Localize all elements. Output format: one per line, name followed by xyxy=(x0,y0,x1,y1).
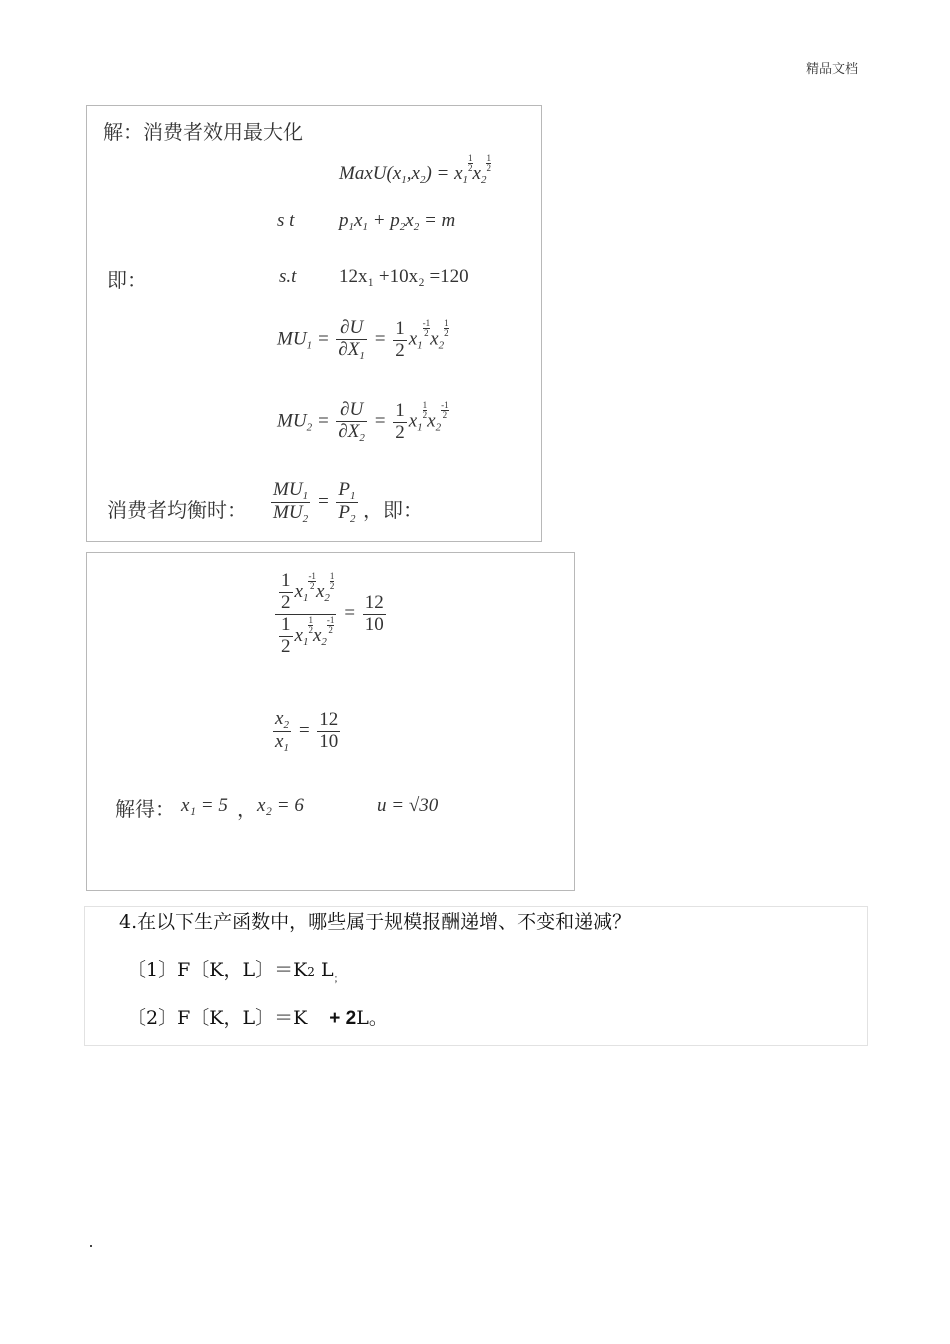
page-header-tag: 精品文档 xyxy=(806,62,859,77)
st-label: s t xyxy=(277,210,295,231)
item2-suffix: L。 xyxy=(356,1007,388,1029)
ratio-denominator: 10 xyxy=(364,613,384,635)
question-item-1 xyxy=(127,955,344,985)
item1-end: ； xyxy=(333,974,344,985)
page-dot xyxy=(90,1245,92,1247)
u-value: u = √30 xyxy=(377,795,439,816)
budget-general: $p_1x_1 + p_2x_2 = m$ xyxy=(339,210,456,233)
solution-box-2 xyxy=(86,552,575,891)
solution-title: 解：消费者效用最大化 xyxy=(103,120,303,144)
mu-ratio-equation: $\frac{1}{2}$ $x_1$ $\frac{-1}{2}$ $x_2$ $\frac{1}{2}$ $\frac{1}{2}$ $x_1$ $\frac{1}{2}$ $x_2$ $\frac{-1}{2}$ = $\frac{12}{10}$ xyxy=(273,571,388,658)
item2-plus: + 2 xyxy=(329,1008,357,1029)
question-box xyxy=(84,906,868,1046)
comma: ， xyxy=(237,797,257,821)
question-item-2 xyxy=(127,1003,388,1030)
ji-label-2: ，即： xyxy=(363,498,423,522)
equilibrium-label: 消费者均衡时： xyxy=(107,498,247,522)
mu1-equation: $MU_1$ = $\frac{\partial U}{\partial X_1}$ = $\frac{1}{2}$ $x_1$ $\frac{-1}{2}$ $x_2$ $\frac{1}{2}$ xyxy=(277,317,449,362)
item2-prefix: 〔2〕F〔K，L〕＝K xyxy=(127,1007,308,1029)
item1-sup: 2 xyxy=(307,965,315,979)
x-ratio-equation: $\frac{x_2}{x_1}$ = $\frac{12}{10}$ xyxy=(275,708,339,755)
question-title: 4.在以下生产函数中，哪些属于规模报酬递增、不变和递减？ xyxy=(119,911,632,933)
budget-constraint: 12x₁ +10x₂ =120 xyxy=(339,266,469,287)
solve-label: 解得： xyxy=(115,797,175,821)
utility-function: $MaxU(x_1,x_2) = x_1$ $\frac{1}{2}$ $x_2$ $\frac{1}{2}$ xyxy=(339,153,491,186)
mu2-equation: $MU_2$ = $\frac{\partial U}{\partial X_2}$ = $\frac{1}{2}$ $x_1$ $\frac{1}{2}$ $x_2$ $\frac{-1}{2}$ xyxy=(277,399,449,444)
item1-suffix: L xyxy=(314,959,334,981)
item1-prefix: 〔1〕F〔K，L〕＝K xyxy=(127,959,308,981)
solution-box-1 xyxy=(86,105,542,542)
ji-label: 即： xyxy=(107,268,147,292)
equilibrium-equation: $\frac{MU_1}{MU_2}$ = $\frac{P_1}{P_2}$ xyxy=(273,479,356,526)
x1-value: x₁ = 5 xyxy=(181,795,228,816)
ratio-numerator: 12 xyxy=(364,591,384,613)
st-label-2: s.t xyxy=(279,266,297,287)
x2-value: x₂ = 6 xyxy=(257,795,304,816)
